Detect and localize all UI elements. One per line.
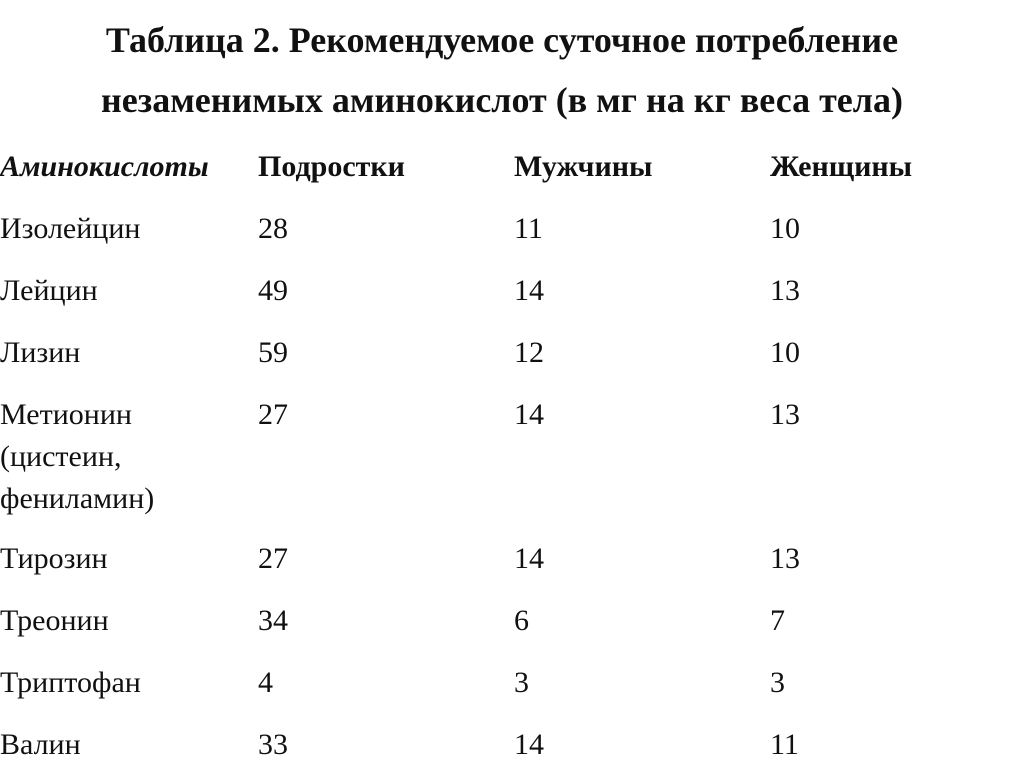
teens-value: 4	[258, 666, 273, 699]
men-value: 12	[514, 336, 544, 369]
teens-value: 34	[258, 604, 288, 637]
table-body	[0, 198, 1000, 776]
teens-value: 49	[258, 274, 288, 307]
teens-value: 59	[258, 336, 288, 369]
amino-acid-name: Треонин	[0, 604, 109, 637]
amino-acid-name: Валин	[0, 728, 81, 761]
men-value: 14	[514, 728, 544, 761]
women-value: 13	[770, 274, 800, 307]
amino-acid-name	[0, 384, 258, 528]
amino-acid-name-line: фениламин)	[0, 482, 155, 515]
men-value: 14	[514, 398, 544, 431]
men-value: 6	[514, 604, 529, 637]
table-row	[0, 198, 1000, 260]
women-value: 11	[770, 728, 799, 761]
women-value: 7	[770, 604, 785, 637]
header-women: Женщины	[770, 150, 913, 183]
teens-value: 33	[258, 728, 288, 761]
amino-acid-name: Изолейцин	[0, 212, 141, 245]
title-line-1: Таблица 2. Рекомендуемое суточное потребление	[105, 20, 899, 60]
amino-acid-name: Тирозин	[0, 542, 108, 575]
women-value: 10	[770, 212, 800, 245]
men-value: 14	[514, 274, 544, 307]
men-value: 11	[514, 212, 543, 245]
amino-acid-name: Лизин	[0, 336, 81, 369]
title-line-2: незаменимых аминокислот (в мг на кг веса тела)	[101, 80, 903, 120]
amino-acid-name: Триптофан	[0, 666, 141, 699]
table-header	[0, 134, 1000, 198]
amino-acid-name: Лейцин	[0, 274, 98, 307]
amino-acid-name-line: (цистеин,	[0, 440, 122, 473]
table-row	[0, 590, 1000, 652]
women-value: 3	[770, 666, 785, 699]
amino-acid-table	[0, 134, 1000, 776]
page-title	[0, 10, 1004, 130]
teens-value: 27	[258, 542, 288, 575]
men-value: 14	[514, 542, 544, 575]
table-row	[0, 384, 1000, 528]
teens-value: 27	[258, 398, 288, 431]
table-row	[0, 322, 1000, 384]
header-amino-acids: Аминокислоты	[0, 150, 209, 183]
table-row	[0, 652, 1000, 714]
women-value: 10	[770, 336, 800, 369]
table-row	[0, 528, 1000, 590]
header-teens: Подростки	[258, 150, 405, 183]
women-value: 13	[770, 542, 800, 575]
header-row	[0, 134, 1000, 198]
amino-acid-name-line: Метионин	[0, 398, 132, 431]
teens-value: 28	[258, 212, 288, 245]
table-row	[0, 260, 1000, 322]
women-value: 13	[770, 398, 800, 431]
header-men: Мужчины	[514, 150, 653, 183]
men-value: 3	[514, 666, 529, 699]
